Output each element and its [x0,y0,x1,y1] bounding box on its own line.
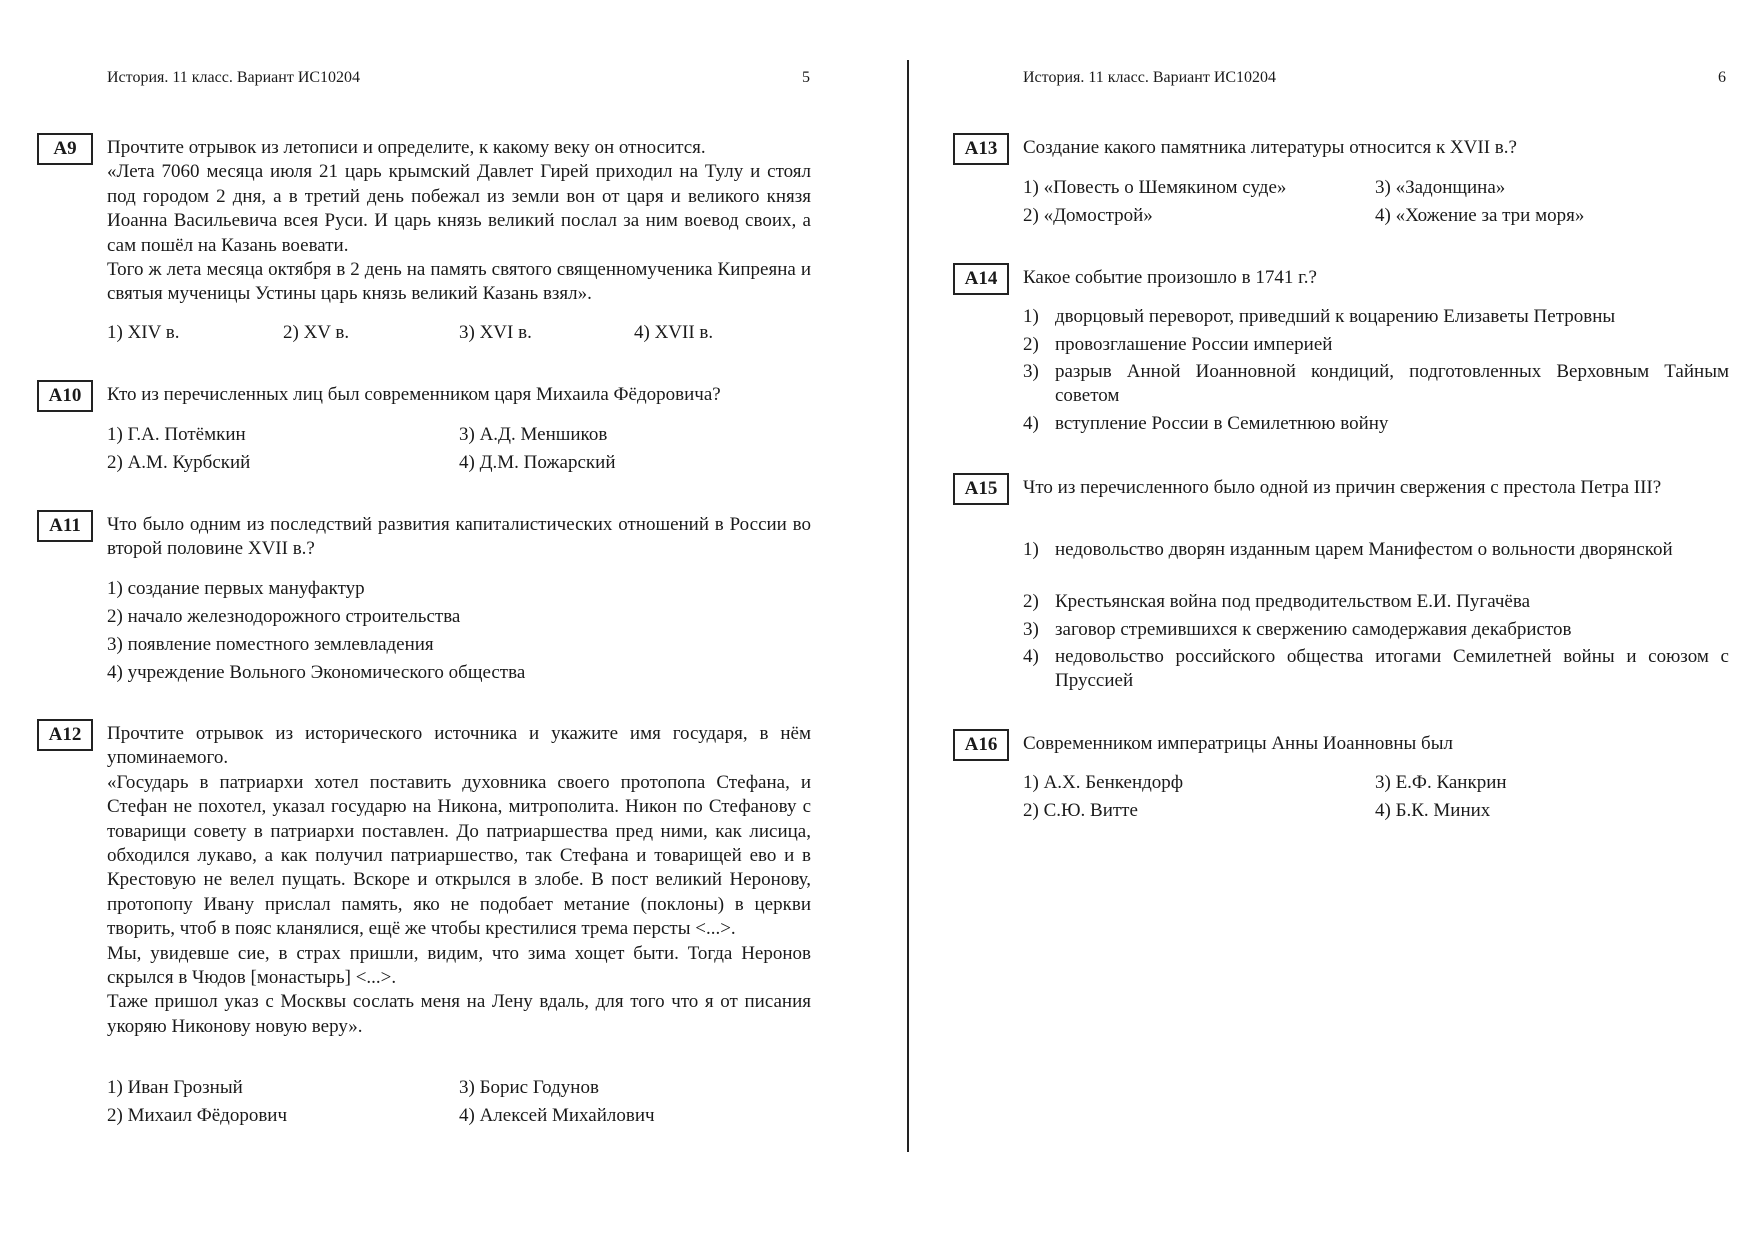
option-3[interactable]: 3) Борис Годунов [459,1077,599,1098]
option-text: дворцовый переворот, приведший к воцарению Елизаветы Петровны [1055,306,1616,327]
question-prompt: Кто из перечисленных лиц был современником царя Михаила Фёдоровича? [107,384,721,405]
option-text: недовольство российского общества итогами Семилетней войны и союзом с Пруссией [1055,646,1729,692]
question-code-a11: A11 [37,510,93,542]
question-text-a9 [107,136,811,307]
question-text-a13 [1023,136,1729,160]
option-2[interactable] [1023,333,1729,359]
option-4[interactable]: 4) XVII в. [634,322,714,343]
option-3[interactable]: 3) XVI в. [459,322,532,343]
option-4[interactable] [1023,412,1729,438]
option-2[interactable]: 2) начало железнодорожного строительства [107,606,461,627]
option-4[interactable]: 4) Д.М. Пожарский [459,452,616,473]
left-page-header: История. 11 класс. Вариант ИС10204 [107,69,361,86]
option-1[interactable]: 1) А.Х. Бенкендорф [1023,772,1184,793]
option-4[interactable]: 4) «Хожение за три моря» [1375,205,1585,226]
question-code-a9: A9 [37,133,93,165]
option-text: Крестьянская война под предводительством Е.И. Пугачёва [1055,591,1531,612]
option-2[interactable]: 2) Михаил Фёдорович [107,1105,288,1126]
option-number: 2) [1023,334,1039,355]
option-4[interactable]: 4) учреждение Вольного Экономического общества [107,662,526,683]
question-text-a15 [1023,476,1729,500]
quote-paragraph: Таже пришол указ с Москвы сослать меня на Лену вдаль, для того что я от писания укоряю Никонову новую веру». [107,991,811,1037]
quote-paragraph: «Лета 7060 месяца июля 21 царь крымский Давлет Гирей приходил на Тулу и стоял под городом 2 дня, а в третий день побежал из земли вон от царя и великого князя Иоанна Васильевича всея Руси. И царь князь великий послал за ним воевод своих, а сам пошёл на Казань воевати. [107,161,811,256]
question-prompt: Создание какого памятника литературы относится к XVII в.? [1023,137,1517,158]
option-1[interactable]: 1) XIV в. [107,322,180,343]
option-4[interactable] [1023,645,1729,695]
question-code-a12: A12 [37,719,93,751]
question-text-a14 [1023,266,1729,290]
option-text: вступление России в Семилетнюю войну [1055,413,1389,434]
question-code-a10: A10 [37,380,93,412]
option-1[interactable]: 1) Г.А. Потёмкин [107,424,246,445]
question-text-a11 [107,513,811,562]
option-2[interactable] [1023,590,1729,616]
option-number: 1) [1023,539,1039,560]
question-prompt: Что было одним из последствий развития капиталистических отношений в России во второй половине XVII в.? [107,514,811,560]
question-prompt: Прочтите отрывок из исторического источника и укажите имя государя, в нём упоминаемого. [107,723,811,769]
question-prompt: Что из перечисленного было одной из причин свержения с престола Петра III? [1023,477,1662,498]
option-3[interactable]: 3) появление поместного землевладения [107,634,434,655]
option-1[interactable]: 1) Иван Грозный [107,1077,243,1098]
option-number: 2) [1023,591,1039,612]
option-3[interactable]: 3) Е.Ф. Канкрин [1375,772,1507,793]
option-number: 4) [1023,413,1039,434]
option-3[interactable] [1023,618,1729,644]
option-2[interactable]: 2) А.М. Курбский [107,452,251,473]
option-number: 1) [1023,306,1039,327]
option-4[interactable]: 4) Б.К. Миних [1375,800,1491,821]
option-text: провозглашение России империей [1055,334,1333,355]
question-text-a16 [1023,732,1729,756]
question-code-a15: A15 [953,473,1009,505]
option-2[interactable]: 2) «Домострой» [1023,205,1153,226]
option-number: 3) [1023,361,1039,382]
question-text-a10 [107,383,811,407]
option-2[interactable]: 2) С.Ю. Витте [1023,800,1138,821]
right-page-header: История. 11 класс. Вариант ИС10204 [1023,69,1277,86]
question-prompt: Прочтите отрывок из летописи и определите, к какому веку он относится. [107,137,706,158]
question-code-a13: A13 [953,133,1009,165]
option-text: разрыв Анной Иоанновной кондиций, подготовленных Верховным Тайным советом [1055,361,1729,407]
quote-paragraph: «Государь в патриархи хотел поставить духовника своего протопопа Стефана, и Стефан не похотел, указал государю на Никона, митрополита. Никон по Стефанову с товарищи совету в патриархи поставлен. До патриаршества пред ними, как лисица, обходился лукаво, а как получил патриаршество, так Стефана и товарищей ево и в Крестовую не велел пущать. Вскоре и открылся в злобе. В пост великий Неронову, протопопу Ивану прислал память, яко не подобает метание (поклоны) в церкви творить, чтоб в пояс кланялися, ещё же чтобы крестилися трема персты <...>. [107,771,811,940]
page-divider [907,60,909,1152]
left-page-number: 5 [802,69,810,86]
option-text: заговор стремившихся к свержению самодержавия декабристов [1055,619,1572,640]
question-code-a14: A14 [953,263,1009,295]
option-3[interactable]: 3) А.Д. Меншиков [459,424,608,445]
quote-paragraph: Того ж лета месяца октября в 2 день на память святого священномученика Кипреяна и святыя мученицы Устины царь князь великий Казань взял». [107,259,811,305]
option-1[interactable] [1023,305,1729,331]
question-text-a12 [107,722,811,1039]
option-text: недовольство дворян изданным царем Манифестом о вольности дворянской [1055,539,1673,560]
option-number: 4) [1023,646,1039,667]
option-number: 3) [1023,619,1039,640]
option-1[interactable] [1023,538,1729,588]
option-3[interactable]: 3) «Задонщина» [1375,177,1506,198]
option-3[interactable] [1023,360,1729,410]
question-prompt: Современником императрицы Анны Иоанновны был [1023,733,1453,754]
option-1[interactable]: 1) «Повесть о Шемякином суде» [1023,177,1287,198]
question-code-a16: A16 [953,729,1009,761]
option-2[interactable]: 2) XV в. [283,322,350,343]
question-prompt: Какое событие произошло в 1741 г.? [1023,267,1317,288]
quote-paragraph: Мы, увидевше сие, в страх пришли, видим, что зима хощет быти. Тогда Неронов скрылся в Чюдов [монастырь] <...>. [107,942,811,989]
right-page-number: 6 [1718,69,1726,86]
option-4[interactable]: 4) Алексей Михайлович [459,1105,655,1126]
option-1[interactable]: 1) создание первых мануфактур [107,578,365,599]
